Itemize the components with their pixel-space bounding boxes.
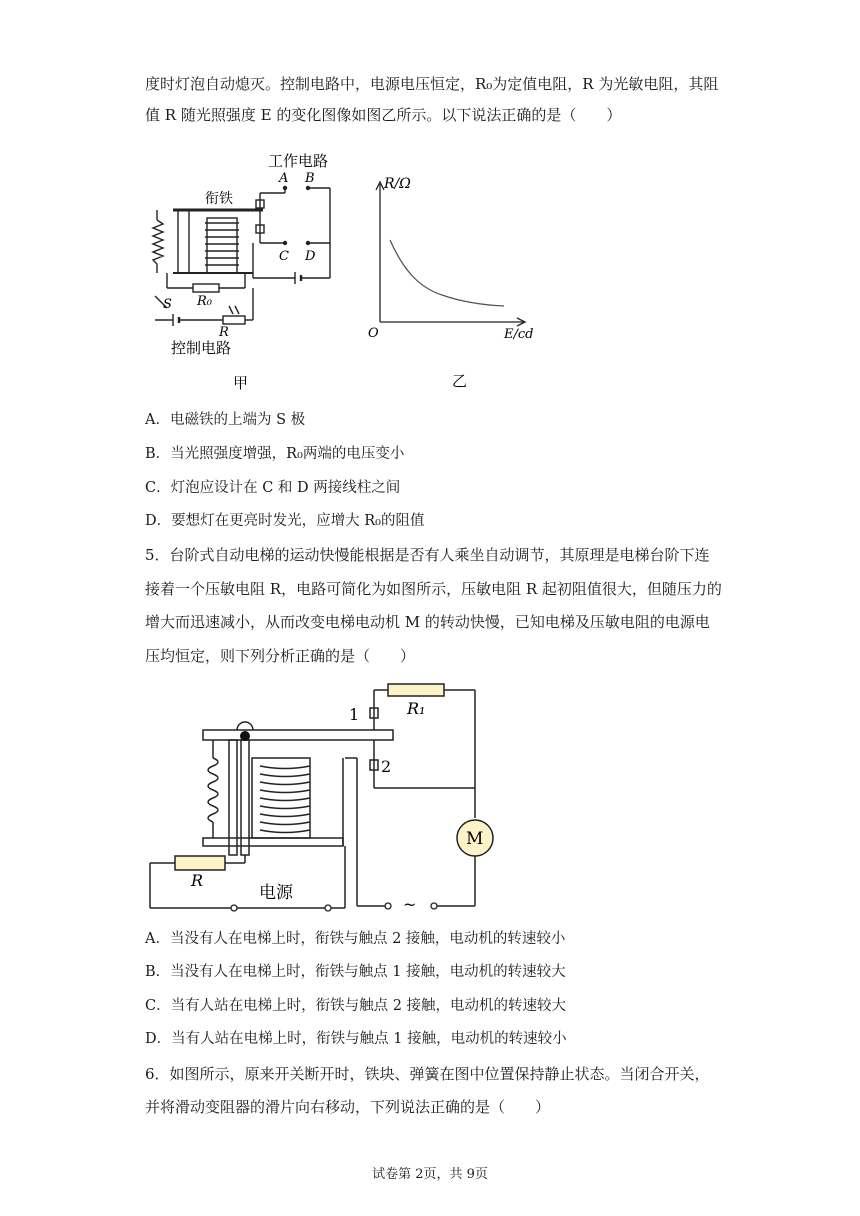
r-e-curve [390,240,504,306]
terminal-b-label: B [305,171,315,186]
q5-option-d: D．当有人站在电梯上时，衔铁与触点 1 接触，电动机的转速较小 [145,1031,567,1047]
q4-option-a: A．电磁铁的上端为 S 极 [145,412,306,428]
ac-symbol: ~ [403,895,417,914]
origin-label: O [368,326,379,341]
q6-line-2: 并将滑动变阻器的滑片向右移动，下列说法正确的是（ ） [145,1098,551,1116]
q5-line-2: 接着一个压敏电阻 R，电路可简化为如图所示，压敏电阻 R 起初阻值很大，但随压力的 [145,580,722,598]
power-label: 电源 [259,883,293,903]
control-circuit-label: 控制电路 [171,339,232,357]
switch-s-label: S [163,297,172,312]
q5-line-4: 压均恒定，则下列分析正确的是（ ） [145,647,416,665]
terminal-c-label: C [279,249,289,264]
r1-label: R₁ [407,699,426,718]
page-footer: 试卷第 2页，共 9页 [372,1167,488,1182]
contact-1-label: 1 [349,705,360,724]
r0-label: R₀ [197,294,212,309]
q4-option-d: D．要想灯在更亮时发光，应增大 R₀的阻值 [145,513,425,529]
terminal-a-label: A [279,171,289,186]
q4-figure-yi [362,172,547,392]
work-circuit-label: 工作电路 [268,152,329,170]
q5-option-a: A．当没有人在电梯上时，衔铁与触点 2 接触，电动机的转速较小 [145,931,566,947]
q4-intro-line-2: 值 R 随光照强度 E 的变化图像如图乙所示。以下说法正确的是（ ） [145,106,622,124]
r-pressure-label: R [191,871,204,890]
q4-figure-jia [145,148,345,393]
x-axis-label: E/cd [504,327,534,342]
terminal-d-label: D [305,249,316,264]
q4-option-c: C．灯泡应设计在 C 和 D 两接线柱之间 [145,480,401,496]
figure-jia-caption: 甲 [233,374,249,392]
armature-label: 衔铁 [205,191,233,207]
motor-label: M [466,829,484,849]
q5-option-b: B．当没有人在电梯上时，衔铁与触点 1 接触，电动机的转速较大 [145,964,566,980]
q4-option-b: B．当光照强度增强，R₀两端的电压变小 [145,446,405,462]
q5-option-c: C．当有人站在电梯上时，衔铁与触点 2 接触，电动机的转速较大 [145,998,567,1014]
figure-yi-caption: 乙 [452,372,468,390]
q6-line-1: 6．如图所示，原来开关断开时，铁块、弹簧在图中位置保持静止状态。当闭合开关， [145,1065,710,1083]
q5-line-1: 5．台阶式自动电梯的运动快慢能根据是否有人乘坐自动调节，其原理是电梯台阶下连 [145,546,710,564]
q5-figure [145,678,505,923]
q4-intro-line-1: 度时灯泡自动熄灭。控制电路中，电源电压恒定，R₀为定值电阻，R 为光敏电阻，其阻 [145,75,719,93]
r-label: R [219,325,229,340]
contact-2-label: 2 [381,757,392,776]
q5-line-3: 增大而迅速减小，从而改变电梯电动机 M 的转动快慢，已知电梯及压敏电阻的电源电 [145,613,710,631]
y-axis-label: R/Ω [384,176,411,192]
